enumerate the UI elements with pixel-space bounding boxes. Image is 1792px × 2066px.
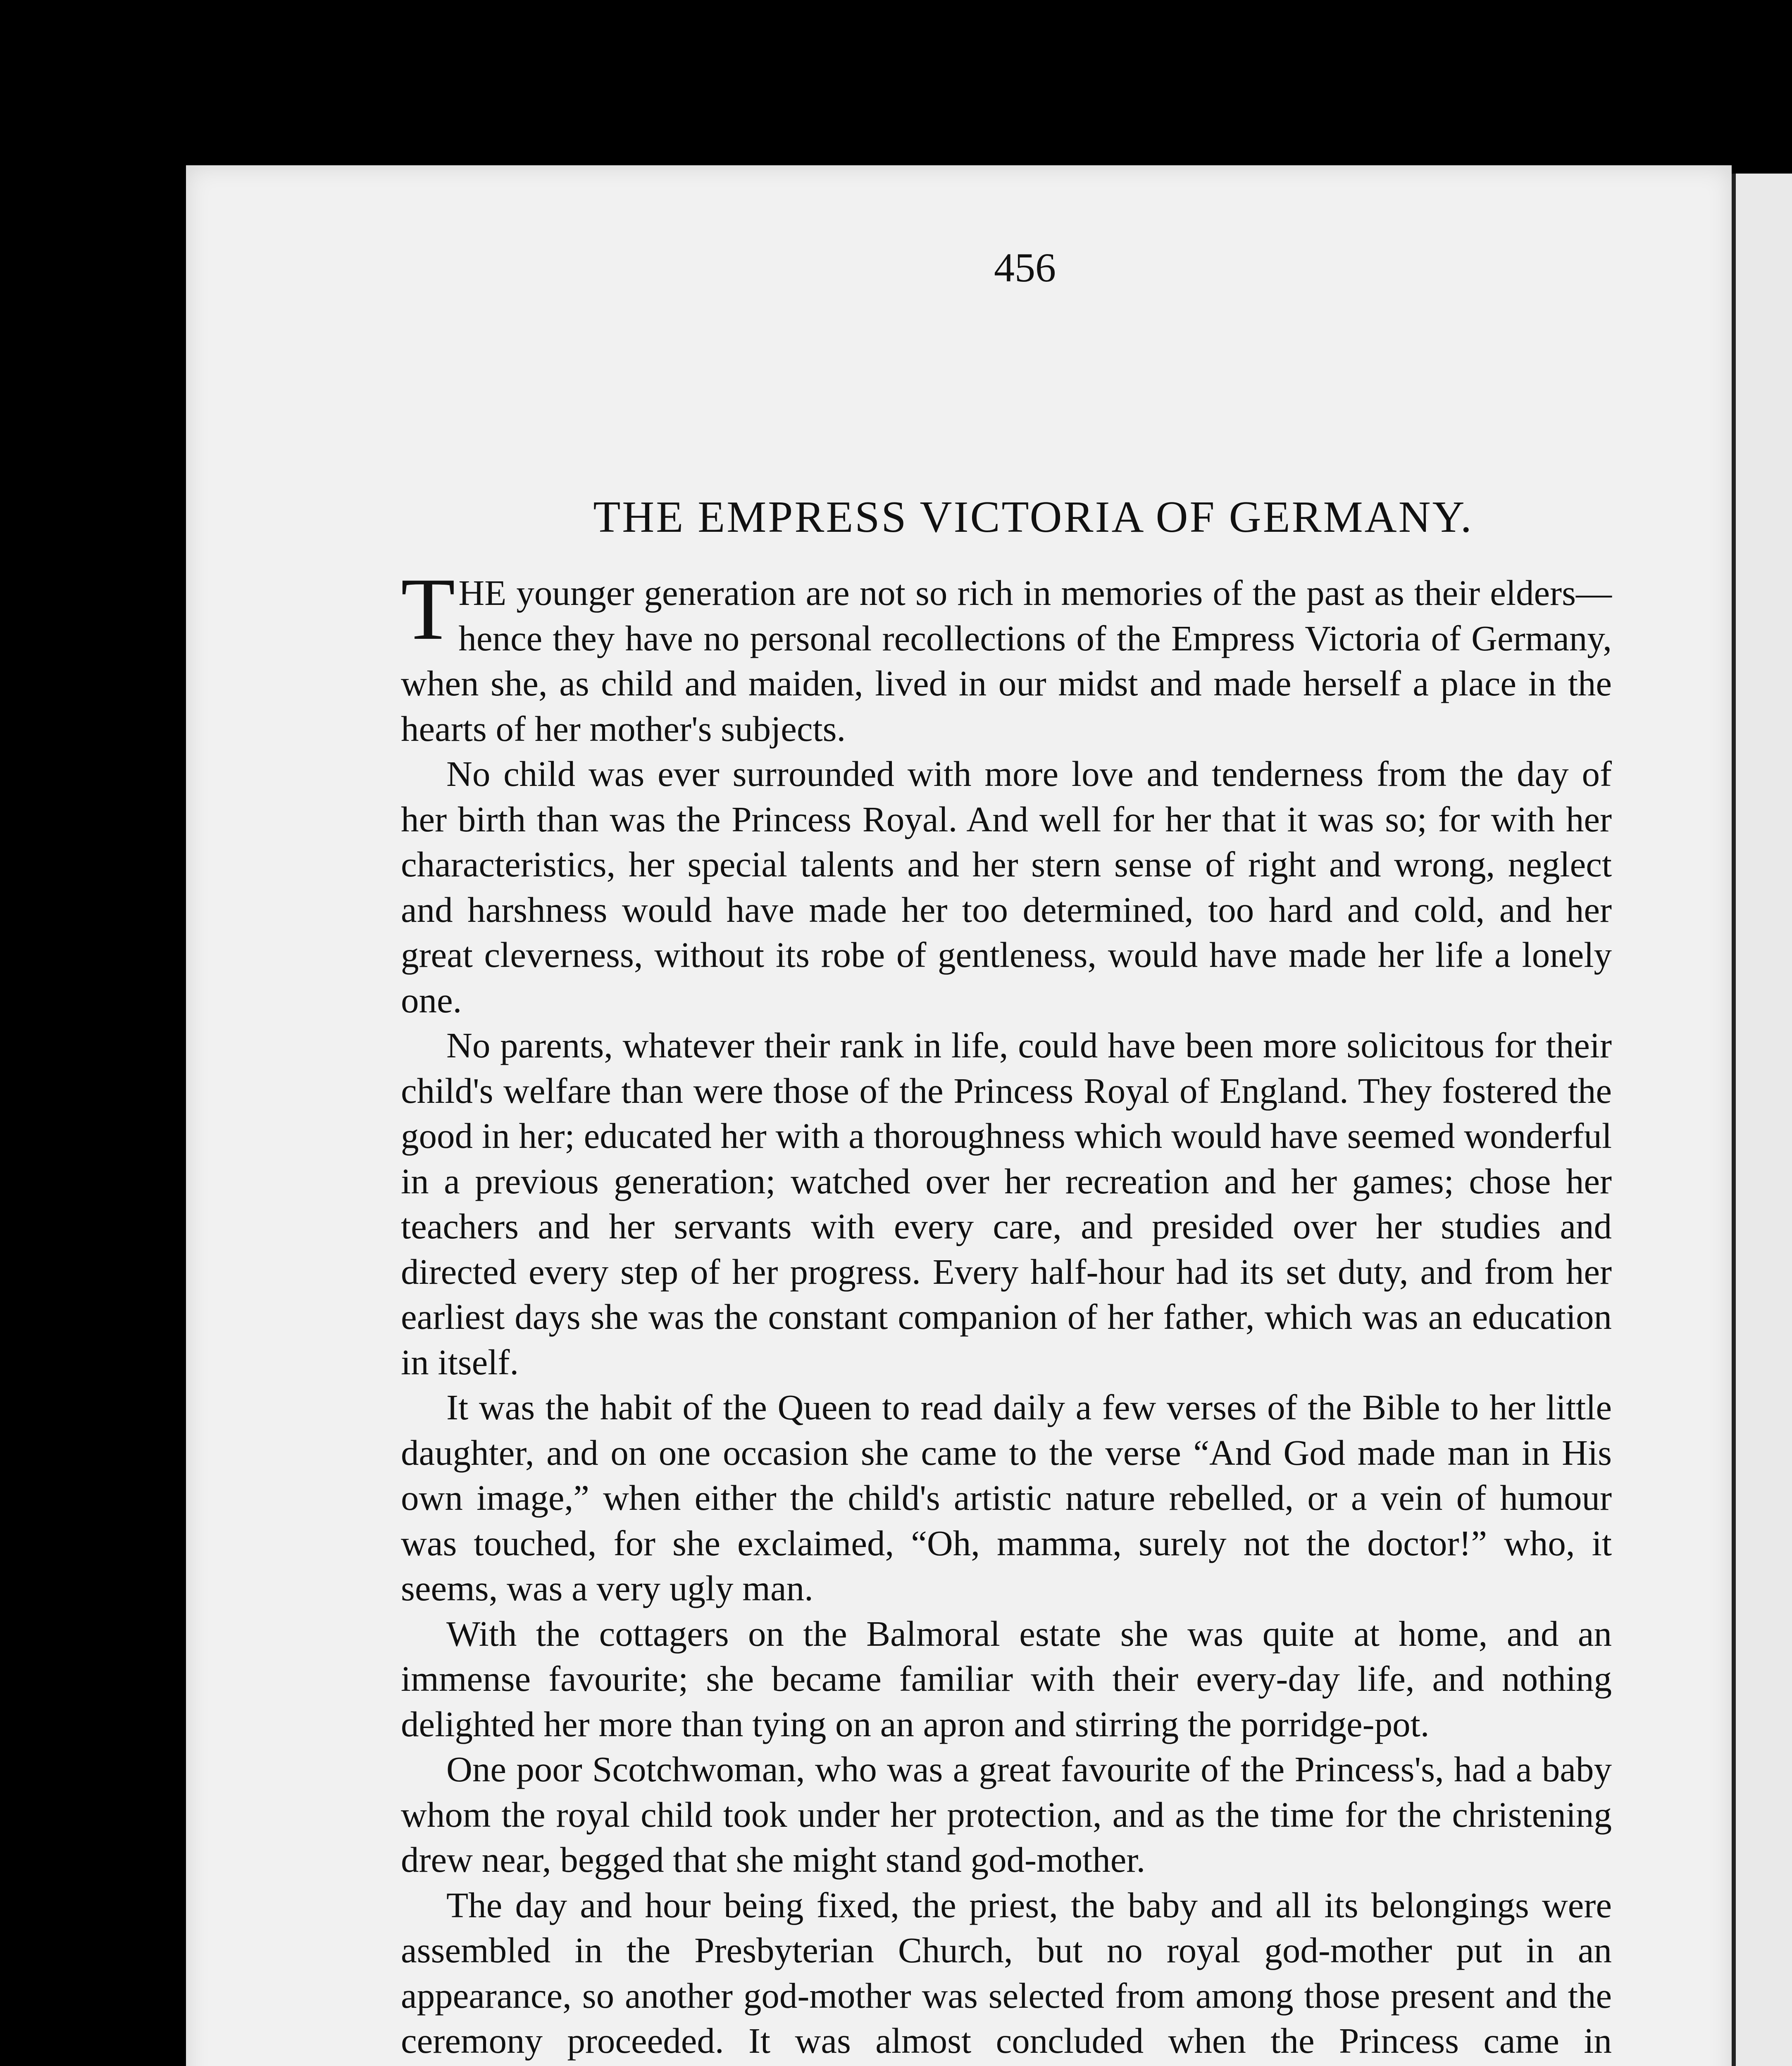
paragraph-1-text: HE younger generation are not so rich in memories of the past as their elders—hence they have no personal recollections of the Empress Victoria of Germany, when she, as child and maiden, lived in our midst and made herself a place in the hearts of her mother's subjects. bbox=[401, 573, 1612, 749]
paragraph-7: The day and hour being fixed, the priest, the baby and all its belongings were assembled in the Presbyterian Church, but no royal god-mother put in an appearance, so another god-mother was selected from among those present and the ceremony proceeded. It was almost concluded when the Princess came in bbox=[401, 1885, 1612, 2061]
article-body bbox=[401, 559, 1612, 2066]
paragraph-1 bbox=[401, 559, 1612, 751]
page-number: 456 bbox=[994, 245, 1056, 290]
paragraph-2: No child was ever surrounded with more love and tenderness from the day of her birth than was the Princess Royal. And well for her that it was so; for with her characteristics, her special talents and her stern sense of right and wrong, neglect and harshness would have made her too determined, too hard and cold, and her great cleverness, without its robe of gentleness, would have made her life a lonely one. bbox=[401, 754, 1612, 1020]
article-title: THE EMPRESS VICTORIA OF GERMANY. bbox=[593, 493, 1473, 542]
paragraph-3: No parents, whatever their rank in life, could have been more solicitous for their child's welfare than were those of the Princess Royal of England. They fostered the good in her; educated her with a thoroughness which would have seemed wonderful in a previous generation; watched over her recreation and her games; chose her teachers and her servants with every care, and presided over her studies and directed every step of her progress. Every half-hour had its set duty, and from her earliest days she was the constant companion of her father, which was an education in itself. bbox=[401, 1025, 1612, 1382]
drop-cap: T bbox=[401, 559, 455, 658]
next-page-edge bbox=[1732, 174, 1792, 2066]
paragraph-4: It was the habit of the Queen to read daily a few verses of the Bible to her little daughter, and on one occasion she came to the verse “And God made man in His own image,” when either the child's artistic nature rebelled, or a vein of humour was touched, for she exclaimed, “Oh, mamma, surely not the doctor!” who, it seems, was a very ugly man. bbox=[401, 1387, 1612, 1608]
paragraph-6: One poor Scotchwoman, who was a great favourite of the Princess's, had a baby whom the royal child took under her protection, and as the time for the christening drew near, begged that she might stand god-mother. bbox=[401, 1749, 1612, 1880]
paragraph-5: With the cottagers on the Balmoral estate she was quite at home, and an immense favourite; she became familiar with their every-day life, and nothing delighted her more than tying on an apron and stirring the porridge-pot. bbox=[401, 1613, 1612, 1744]
